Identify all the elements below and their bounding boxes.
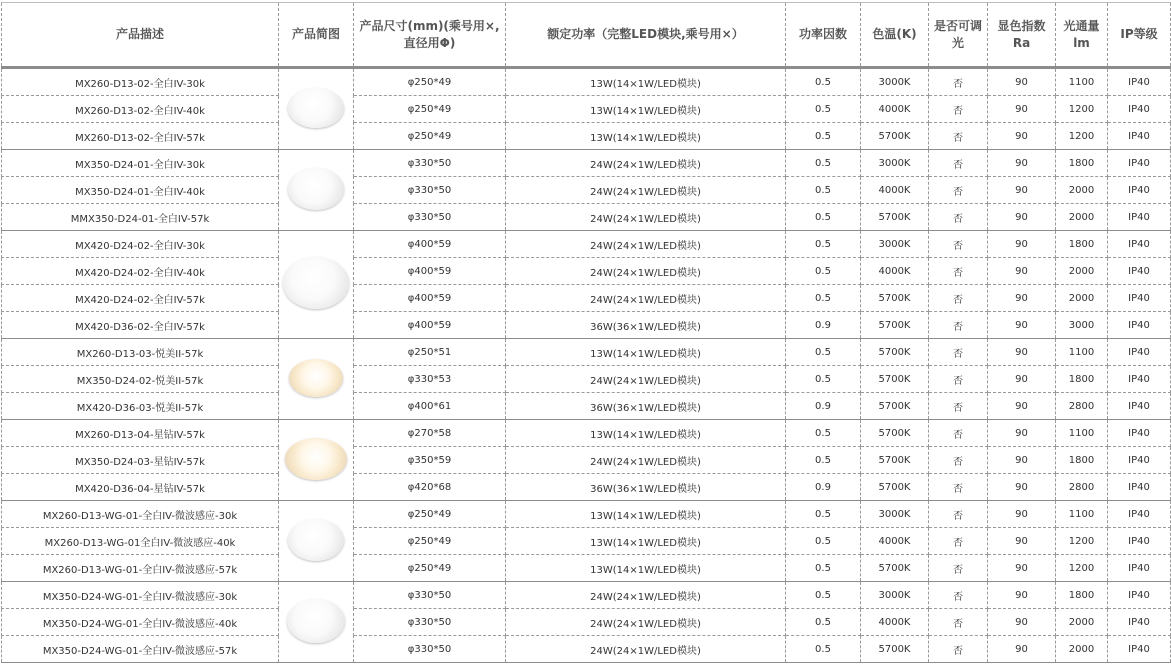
rated-power-cell: 13W(14×1W/LED模块) bbox=[506, 339, 786, 366]
color-rendering-index-cell: 90 bbox=[988, 393, 1056, 420]
rated-power-cell: 24W(24×1W/LED模块) bbox=[506, 231, 786, 258]
color-temperature-cell: 4000K bbox=[861, 609, 929, 636]
luminous-flux-cell: 3000 bbox=[1056, 312, 1108, 339]
table-row bbox=[2, 609, 1171, 636]
table-row bbox=[2, 177, 1171, 204]
power-factor-cell: 0.5 bbox=[786, 501, 861, 528]
color-temperature-cell: 3000K bbox=[861, 582, 929, 609]
product-image-cell bbox=[279, 582, 354, 663]
table-row bbox=[2, 123, 1171, 150]
dimmable-cell: 否 bbox=[929, 609, 988, 636]
dimmable-cell: 否 bbox=[929, 582, 988, 609]
power-factor-cell: 0.5 bbox=[786, 204, 861, 231]
color-temperature-cell: 3000K bbox=[861, 231, 929, 258]
luminous-flux-cell: 2800 bbox=[1056, 474, 1108, 501]
luminous-flux-cell: 1100 bbox=[1056, 68, 1108, 96]
product-size-cell: φ400*59 bbox=[354, 285, 506, 312]
color-rendering-index-cell: 90 bbox=[988, 123, 1056, 150]
header-color-rendering-index: 显色指数Ra bbox=[988, 3, 1056, 68]
rated-power-cell: 24W(24×1W/LED模块) bbox=[506, 447, 786, 474]
header-product-description: 产品描述 bbox=[2, 3, 279, 68]
product-spec-table bbox=[1, 2, 1171, 663]
product-description-cell: MX420-D36-04-星钻IV-57k bbox=[2, 474, 279, 501]
color-rendering-index-cell: 90 bbox=[988, 447, 1056, 474]
color-rendering-index-cell: 90 bbox=[988, 68, 1056, 96]
color-rendering-index-cell: 90 bbox=[988, 582, 1056, 609]
product-description-cell: MX350-D24-WG-01-全白IV-微波感应-40k bbox=[2, 609, 279, 636]
rated-power-cell: 13W(14×1W/LED模块) bbox=[506, 555, 786, 582]
dimmable-cell: 否 bbox=[929, 177, 988, 204]
product-image-cell bbox=[279, 150, 354, 231]
color-rendering-index-cell: 90 bbox=[988, 285, 1056, 312]
ip-rating-cell: IP40 bbox=[1108, 555, 1171, 582]
luminous-flux-cell: 2000 bbox=[1056, 177, 1108, 204]
dimmable-cell: 否 bbox=[929, 447, 988, 474]
product-description-cell: MX350-D24-01-全白IV-30k bbox=[2, 150, 279, 177]
color-temperature-cell: 5700K bbox=[861, 474, 929, 501]
dimmable-cell: 否 bbox=[929, 420, 988, 447]
product-size-cell: φ400*61 bbox=[354, 393, 506, 420]
ip-rating-cell: IP40 bbox=[1108, 339, 1171, 366]
dimmable-cell: 否 bbox=[929, 528, 988, 555]
ip-rating-cell: IP40 bbox=[1108, 177, 1171, 204]
ip-rating-cell: IP40 bbox=[1108, 204, 1171, 231]
ip-rating-cell: IP40 bbox=[1108, 366, 1171, 393]
product-size-cell: φ400*59 bbox=[354, 258, 506, 285]
product-description-cell: MX420-D24-02-全白IV-40k bbox=[2, 258, 279, 285]
luminous-flux-cell: 2000 bbox=[1056, 204, 1108, 231]
header-color-temperature: 色温(K) bbox=[861, 3, 929, 68]
ip-rating-cell: IP40 bbox=[1108, 258, 1171, 285]
luminous-flux-cell: 1200 bbox=[1056, 123, 1108, 150]
product-size-cell: φ400*59 bbox=[354, 231, 506, 258]
color-temperature-cell: 5700K bbox=[861, 285, 929, 312]
rated-power-cell: 13W(14×1W/LED模块) bbox=[506, 501, 786, 528]
product-description-cell: MX260-D13-02-全白IV-40k bbox=[2, 96, 279, 123]
luminous-flux-cell: 1100 bbox=[1056, 420, 1108, 447]
product-description-cell: MX260-D13-WG-01全白IV-微波感应-40k bbox=[2, 528, 279, 555]
ip-rating-cell: IP40 bbox=[1108, 312, 1171, 339]
power-factor-cell: 0.5 bbox=[786, 447, 861, 474]
product-size-cell: φ330*50 bbox=[354, 150, 506, 177]
ip-rating-cell: IP40 bbox=[1108, 474, 1171, 501]
ip-rating-cell: IP40 bbox=[1108, 123, 1171, 150]
power-factor-cell: 0.5 bbox=[786, 123, 861, 150]
table-row bbox=[2, 636, 1171, 663]
color-temperature-cell: 5700K bbox=[861, 555, 929, 582]
product-description-cell: MX260-D13-04-星钻IV-57k bbox=[2, 420, 279, 447]
color-rendering-index-cell: 90 bbox=[988, 474, 1056, 501]
dimmable-cell: 否 bbox=[929, 68, 988, 96]
product-description-cell: MMX350-D24-01-全白IV-57k bbox=[2, 204, 279, 231]
color-temperature-cell: 4000K bbox=[861, 258, 929, 285]
dimmable-cell: 否 bbox=[929, 636, 988, 663]
product-size-cell: φ330*53 bbox=[354, 366, 506, 393]
ip-rating-cell: IP40 bbox=[1108, 231, 1171, 258]
rated-power-cell: 24W(24×1W/LED模块) bbox=[506, 204, 786, 231]
table-row bbox=[2, 312, 1171, 339]
color-temperature-cell: 5700K bbox=[861, 393, 929, 420]
color-temperature-cell: 5700K bbox=[861, 636, 929, 663]
color-rendering-index-cell: 90 bbox=[988, 339, 1056, 366]
power-factor-cell: 0.5 bbox=[786, 231, 861, 258]
ip-rating-cell: IP40 bbox=[1108, 68, 1171, 96]
product-image-cell bbox=[279, 231, 354, 339]
round-ceiling-lamp-icon bbox=[288, 88, 344, 128]
header-product-image: 产品简图 bbox=[279, 3, 354, 68]
power-factor-cell: 0.5 bbox=[786, 285, 861, 312]
product-description-cell: MX260-D13-02-全白IV-30k bbox=[2, 68, 279, 96]
luminous-flux-cell: 2000 bbox=[1056, 285, 1108, 312]
table-row bbox=[2, 447, 1171, 474]
header-dimmable: 是否可调光 bbox=[929, 3, 988, 68]
ip-rating-cell: IP40 bbox=[1108, 528, 1171, 555]
table-row bbox=[2, 393, 1171, 420]
luminous-flux-cell: 1800 bbox=[1056, 447, 1108, 474]
rated-power-cell: 36W(36×1W/LED模块) bbox=[506, 474, 786, 501]
color-temperature-cell: 4000K bbox=[861, 177, 929, 204]
power-factor-cell: 0.5 bbox=[786, 582, 861, 609]
table-row bbox=[2, 258, 1171, 285]
product-description-cell: MX420-D36-02-全白IV-57k bbox=[2, 312, 279, 339]
ip-rating-cell: IP40 bbox=[1108, 285, 1171, 312]
color-rendering-index-cell: 90 bbox=[988, 501, 1056, 528]
table-row bbox=[2, 420, 1171, 447]
table-body bbox=[2, 68, 1171, 663]
rated-power-cell: 24W(24×1W/LED模块) bbox=[506, 258, 786, 285]
ip-rating-cell: IP40 bbox=[1108, 150, 1171, 177]
power-factor-cell: 0.5 bbox=[786, 528, 861, 555]
power-factor-cell: 0.5 bbox=[786, 68, 861, 96]
dimmable-cell: 否 bbox=[929, 204, 988, 231]
header-row bbox=[2, 3, 1171, 68]
dimmable-cell: 否 bbox=[929, 366, 988, 393]
color-temperature-cell: 5700K bbox=[861, 312, 929, 339]
product-size-cell: φ250*49 bbox=[354, 68, 506, 96]
product-description-cell: MX350-D24-03-星钻IV-57k bbox=[2, 447, 279, 474]
round-ceiling-lamp-icon bbox=[288, 519, 344, 561]
header-product-size: 产品尺寸(mm)(乘号用×,直径用Φ) bbox=[354, 3, 506, 68]
color-rendering-index-cell: 90 bbox=[988, 312, 1056, 339]
ip-rating-cell: IP40 bbox=[1108, 636, 1171, 663]
color-temperature-cell: 5700K bbox=[861, 420, 929, 447]
rated-power-cell: 13W(14×1W/LED模块) bbox=[506, 123, 786, 150]
rated-power-cell: 24W(24×1W/LED模块) bbox=[506, 582, 786, 609]
color-rendering-index-cell: 90 bbox=[988, 150, 1056, 177]
product-description-cell: MX260-D13-03-悦美II-57k bbox=[2, 339, 279, 366]
header-ip-rating: IP等级 bbox=[1108, 3, 1171, 68]
product-size-cell: φ330*50 bbox=[354, 636, 506, 663]
power-factor-cell: 0.5 bbox=[786, 96, 861, 123]
power-factor-cell: 0.5 bbox=[786, 555, 861, 582]
power-factor-cell: 0.5 bbox=[786, 636, 861, 663]
rated-power-cell: 24W(24×1W/LED模块) bbox=[506, 285, 786, 312]
luminous-flux-cell: 1800 bbox=[1056, 150, 1108, 177]
table-row bbox=[2, 96, 1171, 123]
luminous-flux-cell: 1200 bbox=[1056, 96, 1108, 123]
color-rendering-index-cell: 90 bbox=[988, 555, 1056, 582]
luminous-flux-cell: 2000 bbox=[1056, 636, 1108, 663]
round-ceiling-lamp-icon bbox=[288, 168, 344, 210]
table-row bbox=[2, 68, 1171, 96]
product-description-cell: MX260-D13-02-全白IV-57k bbox=[2, 123, 279, 150]
product-description-cell: MX350-D24-02-悦美II-57k bbox=[2, 366, 279, 393]
product-size-cell: φ330*50 bbox=[354, 609, 506, 636]
luminous-flux-cell: 2800 bbox=[1056, 393, 1108, 420]
luminous-flux-cell: 1200 bbox=[1056, 528, 1108, 555]
color-temperature-cell: 4000K bbox=[861, 96, 929, 123]
dimmable-cell: 否 bbox=[929, 123, 988, 150]
color-rendering-index-cell: 90 bbox=[988, 258, 1056, 285]
table-row bbox=[2, 204, 1171, 231]
power-factor-cell: 0.9 bbox=[786, 312, 861, 339]
color-temperature-cell: 5700K bbox=[861, 339, 929, 366]
luminous-flux-cell: 1100 bbox=[1056, 501, 1108, 528]
power-factor-cell: 0.5 bbox=[786, 420, 861, 447]
rated-power-cell: 24W(24×1W/LED模块) bbox=[506, 609, 786, 636]
color-rendering-index-cell: 90 bbox=[988, 366, 1056, 393]
ip-rating-cell: IP40 bbox=[1108, 393, 1171, 420]
color-rendering-index-cell: 90 bbox=[988, 636, 1056, 663]
color-rendering-index-cell: 90 bbox=[988, 609, 1056, 636]
product-size-cell: φ270*58 bbox=[354, 420, 506, 447]
dimmable-cell: 否 bbox=[929, 393, 988, 420]
rated-power-cell: 36W(36×1W/LED模块) bbox=[506, 312, 786, 339]
round-ceiling-lamp-icon bbox=[285, 438, 347, 480]
color-rendering-index-cell: 90 bbox=[988, 177, 1056, 204]
table-row bbox=[2, 339, 1171, 366]
product-size-cell: φ250*49 bbox=[354, 555, 506, 582]
color-temperature-cell: 3000K bbox=[861, 68, 929, 96]
color-temperature-cell: 3000K bbox=[861, 150, 929, 177]
dimmable-cell: 否 bbox=[929, 231, 988, 258]
luminous-flux-cell: 1800 bbox=[1056, 582, 1108, 609]
ip-rating-cell: IP40 bbox=[1108, 420, 1171, 447]
power-factor-cell: 0.9 bbox=[786, 393, 861, 420]
product-size-cell: φ420*68 bbox=[354, 474, 506, 501]
dimmable-cell: 否 bbox=[929, 339, 988, 366]
ip-rating-cell: IP40 bbox=[1108, 501, 1171, 528]
product-image-cell bbox=[279, 339, 354, 420]
color-rendering-index-cell: 90 bbox=[988, 96, 1056, 123]
dimmable-cell: 否 bbox=[929, 312, 988, 339]
rated-power-cell: 24W(24×1W/LED模块) bbox=[506, 366, 786, 393]
product-size-cell: φ400*59 bbox=[354, 312, 506, 339]
color-rendering-index-cell: 90 bbox=[988, 420, 1056, 447]
dimmable-cell: 否 bbox=[929, 555, 988, 582]
color-temperature-cell: 5700K bbox=[861, 366, 929, 393]
ip-rating-cell: IP40 bbox=[1108, 447, 1171, 474]
header-luminous-flux: 光通量lm bbox=[1056, 3, 1108, 68]
product-size-cell: φ250*49 bbox=[354, 528, 506, 555]
color-rendering-index-cell: 90 bbox=[988, 204, 1056, 231]
table-row bbox=[2, 555, 1171, 582]
product-size-cell: φ330*50 bbox=[354, 204, 506, 231]
product-size-cell: φ250*49 bbox=[354, 501, 506, 528]
dimmable-cell: 否 bbox=[929, 501, 988, 528]
product-image-cell bbox=[279, 68, 354, 150]
product-size-cell: φ350*59 bbox=[354, 447, 506, 474]
rated-power-cell: 24W(24×1W/LED模块) bbox=[506, 636, 786, 663]
dimmable-cell: 否 bbox=[929, 474, 988, 501]
color-rendering-index-cell: 90 bbox=[988, 528, 1056, 555]
product-description-cell: MX420-D36-03-悦美II-57k bbox=[2, 393, 279, 420]
product-description-cell: MX350-D24-WG-01-全白IV-微波感应-57k bbox=[2, 636, 279, 663]
rated-power-cell: 13W(14×1W/LED模块) bbox=[506, 420, 786, 447]
table-row bbox=[2, 231, 1171, 258]
power-factor-cell: 0.5 bbox=[786, 150, 861, 177]
round-ceiling-lamp-icon bbox=[287, 599, 345, 643]
color-temperature-cell: 4000K bbox=[861, 528, 929, 555]
header-rated-power: 额定功率（完整LED模块,乘号用×） bbox=[506, 3, 786, 68]
table-row bbox=[2, 582, 1171, 609]
product-size-cell: φ250*49 bbox=[354, 123, 506, 150]
table-row bbox=[2, 474, 1171, 501]
color-rendering-index-cell: 90 bbox=[988, 231, 1056, 258]
luminous-flux-cell: 1800 bbox=[1056, 366, 1108, 393]
rated-power-cell: 13W(14×1W/LED模块) bbox=[506, 96, 786, 123]
ip-rating-cell: IP40 bbox=[1108, 96, 1171, 123]
rated-power-cell: 36W(36×1W/LED模块) bbox=[506, 393, 786, 420]
dimmable-cell: 否 bbox=[929, 285, 988, 312]
power-factor-cell: 0.5 bbox=[786, 366, 861, 393]
product-description-cell: MX420-D24-02-全白IV-57k bbox=[2, 285, 279, 312]
rated-power-cell: 13W(14×1W/LED模块) bbox=[506, 528, 786, 555]
color-temperature-cell: 3000K bbox=[861, 501, 929, 528]
dimmable-cell: 否 bbox=[929, 96, 988, 123]
ip-rating-cell: IP40 bbox=[1108, 609, 1171, 636]
product-description-cell: MX420-D24-02-全白IV-30k bbox=[2, 231, 279, 258]
product-size-cell: φ330*50 bbox=[354, 177, 506, 204]
luminous-flux-cell: 1800 bbox=[1056, 231, 1108, 258]
product-size-cell: φ250*49 bbox=[354, 96, 506, 123]
product-description-cell: MX350-D24-01-全白IV-40k bbox=[2, 177, 279, 204]
power-factor-cell: 0.9 bbox=[786, 474, 861, 501]
table-row bbox=[2, 285, 1171, 312]
luminous-flux-cell: 1200 bbox=[1056, 555, 1108, 582]
header-power-factor: 功率因数 bbox=[786, 3, 861, 68]
rated-power-cell: 24W(24×1W/LED模块) bbox=[506, 150, 786, 177]
product-image-cell bbox=[279, 420, 354, 501]
power-factor-cell: 0.5 bbox=[786, 258, 861, 285]
color-temperature-cell: 5700K bbox=[861, 123, 929, 150]
dimmable-cell: 否 bbox=[929, 150, 988, 177]
luminous-flux-cell: 1100 bbox=[1056, 339, 1108, 366]
product-description-cell: MX350-D24-WG-01-全白IV-微波感应-30k bbox=[2, 582, 279, 609]
ip-rating-cell: IP40 bbox=[1108, 582, 1171, 609]
power-factor-cell: 0.5 bbox=[786, 177, 861, 204]
product-size-cell: φ330*50 bbox=[354, 582, 506, 609]
power-factor-cell: 0.5 bbox=[786, 339, 861, 366]
round-ceiling-lamp-icon bbox=[289, 359, 343, 397]
color-temperature-cell: 5700K bbox=[861, 447, 929, 474]
luminous-flux-cell: 2000 bbox=[1056, 258, 1108, 285]
rated-power-cell: 13W(14×1W/LED模块) bbox=[506, 68, 786, 96]
power-factor-cell: 0.5 bbox=[786, 609, 861, 636]
table-row bbox=[2, 366, 1171, 393]
color-temperature-cell: 5700K bbox=[861, 204, 929, 231]
table-row bbox=[2, 528, 1171, 555]
dimmable-cell: 否 bbox=[929, 258, 988, 285]
product-description-cell: MX260-D13-WG-01-全白IV-微波感应-30k bbox=[2, 501, 279, 528]
luminous-flux-cell: 2000 bbox=[1056, 609, 1108, 636]
table-row bbox=[2, 150, 1171, 177]
product-image-cell bbox=[279, 501, 354, 582]
product-description-cell: MX260-D13-WG-01-全白IV-微波感应-57k bbox=[2, 555, 279, 582]
table-row bbox=[2, 501, 1171, 528]
rated-power-cell: 24W(24×1W/LED模块) bbox=[506, 177, 786, 204]
product-size-cell: φ250*51 bbox=[354, 339, 506, 366]
round-ceiling-lamp-icon bbox=[283, 257, 349, 309]
